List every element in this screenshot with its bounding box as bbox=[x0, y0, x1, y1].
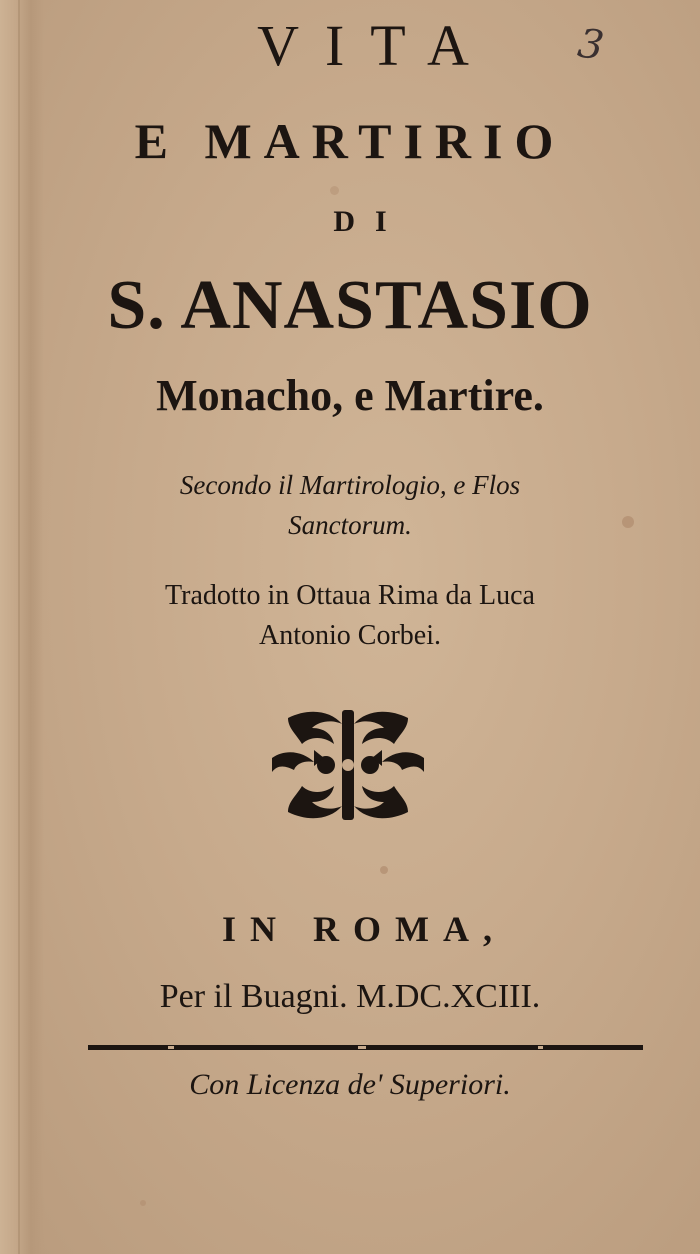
title-line-martirio: E MARTIRIO bbox=[134, 113, 566, 169]
imprint-publisher: Per il Buagni. M.DC.XCIII. bbox=[159, 978, 541, 1015]
decorative-rule bbox=[88, 1043, 643, 1053]
title-line-saint: S. ANASTASIO bbox=[107, 267, 593, 344]
title-line-di: DI bbox=[333, 205, 407, 238]
pencil-page-number: 3 bbox=[574, 20, 607, 70]
subtitle-line-1: Secondo il Martirologio, e Flos bbox=[179, 470, 521, 500]
paper-stain bbox=[330, 186, 339, 195]
paper-stain bbox=[380, 866, 388, 874]
fleuron-ornament-icon bbox=[268, 700, 428, 830]
title-line-vita: VITA bbox=[257, 13, 495, 78]
title-line-monacho: Monacho, e Martire. bbox=[156, 371, 544, 420]
subtitle-line-2: Sanctorum. bbox=[288, 510, 412, 540]
translator-line-2: Antonio Corbei. bbox=[259, 620, 441, 651]
translator-line-1: Tradotto in Ottaua Rima da Luca bbox=[165, 580, 535, 611]
paper-stain bbox=[140, 1200, 146, 1206]
license-line: Con Licenza de' Superiori. bbox=[189, 1068, 511, 1101]
imprint-place: IN ROMA, bbox=[222, 909, 506, 949]
